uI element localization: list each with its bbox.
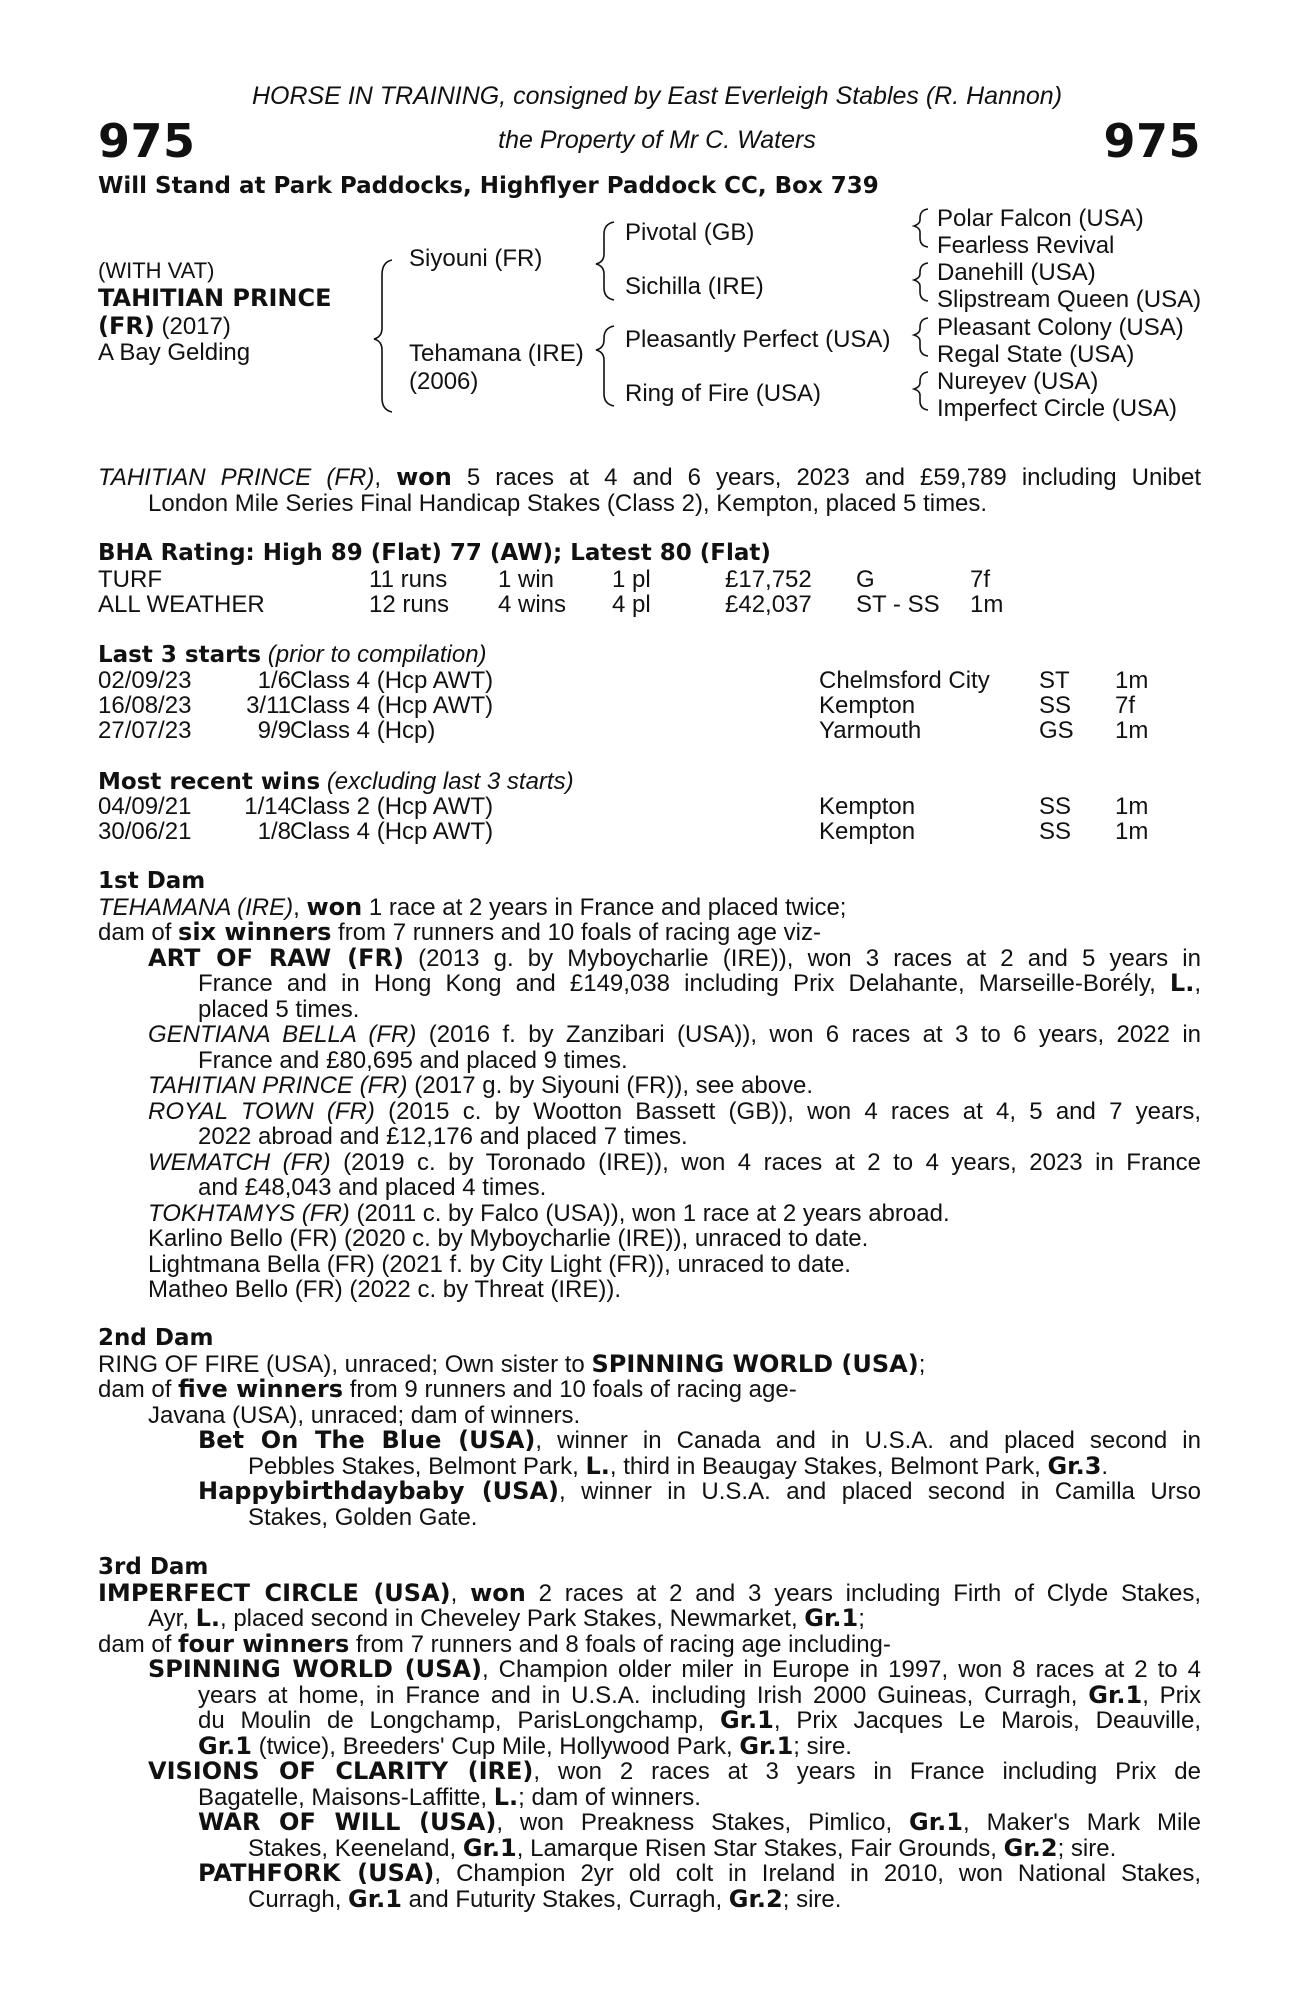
lot-number-right: 975 [1103, 114, 1201, 168]
produce-javana: Javana (USA), unraced; dam of winners. [148, 1401, 581, 1429]
summary-horse-name: TAHITIAN PRINCE (FR) [98, 464, 375, 491]
produce-bet-on-the-blue [98, 1428, 1201, 1454]
last3-subtitle: (prior to compilation) [267, 641, 487, 668]
pedigree-g3-3: Danehill (USA) [937, 259, 1096, 286]
text: from 7 runners and 8 foals of racing age including- [349, 1630, 891, 1658]
first-dam-title: 1st Dam [98, 868, 206, 894]
produce-text: , won 2 races at 3 years in France including Prix de [533, 1758, 1202, 1785]
run-going: SS [1039, 793, 1072, 820]
recent-wins-heading [98, 768, 574, 796]
pedigree-sire-sire: Pivotal (GB) [625, 219, 755, 246]
run-course: Kempton [819, 692, 916, 719]
consignor-line: HORSE IN TRAINING, consigned by East Everleigh Stables (R. Hannon) [251, 82, 1063, 110]
produce-name: GENTIANA BELLA (FR) [148, 1021, 417, 1048]
produce-karlino-bello: Karlino Bello (FR) (2020 c. by Myboycharlie (IRE)), unraced to date. [148, 1225, 869, 1252]
produce-text: Pebbles Stakes, Belmont Park, [248, 1452, 586, 1480]
run-going: SS [1039, 692, 1072, 719]
brace-g3-3 [914, 318, 928, 356]
run-distance: 7f [1115, 692, 1136, 719]
winner-count: four winners [178, 1629, 350, 1658]
summary-line-2: London Mile Series Final Handicap Stakes (Class 2), Kempton, placed 5 times. [148, 489, 988, 517]
horse-description: A Bay Gelding [98, 339, 251, 366]
produce-art-of-raw [98, 943, 1201, 972]
group-mark: Gr.1 [719, 1706, 774, 1734]
produce-name: ART OF RAW (FR) [148, 943, 404, 972]
group-mark: Gr.2 [1003, 1833, 1058, 1862]
pedigree-g3-5: Pleasant Colony (USA) [937, 314, 1184, 341]
produce-name: TAHITIAN PRINCE (FR) [148, 1072, 408, 1099]
second-dam-line-1 [98, 1349, 1201, 1378]
bha-runs: 11 runs [369, 566, 448, 593]
pedigree-g3-1: Polar Falcon (USA) [937, 205, 1144, 232]
first-dam-line-2 [98, 920, 1201, 946]
group-mark: Gr.1 [804, 1604, 859, 1632]
pedigree-dam-sire: Pleasantly Perfect (USA) [625, 326, 891, 353]
produce-royal-town [98, 1099, 1201, 1125]
pedigree-g3-8: Imperfect Circle (USA) [937, 395, 1178, 422]
text: ; [858, 1605, 865, 1632]
run-going: ST [1039, 667, 1070, 694]
pedigree-g3-2: Fearless Revival [937, 232, 1115, 259]
dam-name: TEHAMANA (IRE) [98, 893, 294, 921]
dam-record: 1 race at 2 years in France and placed twice; [362, 893, 847, 921]
dam-record: 2 races at 2 and 3 years including Firth of Clyde Stakes, [525, 1579, 1201, 1607]
produce-tokhtamys [98, 1201, 1201, 1227]
run-distance: 1m [1115, 717, 1149, 744]
produce-royal-town-cont: 2022 abroad and £12,176 and placed 7 times. [198, 1123, 688, 1150]
produce-wematch [98, 1150, 1201, 1176]
produce-text: (2015 c. by Wootton Bassett (GB)), won 4 races at 4, 5 and 7 years, [374, 1097, 1201, 1125]
run-course: Kempton [819, 818, 916, 845]
group-mark: Gr.1 [1088, 1680, 1143, 1709]
produce-art-of-raw-cont [98, 971, 1201, 997]
produce-text: Bagatelle, Maisons-Laffitte, [198, 1783, 494, 1811]
pedigree-sire-dam: Sichilla (IRE) [625, 273, 764, 300]
produce-name: SPINNING WORLD (USA) [148, 1655, 482, 1683]
produce-tahitian-prince [98, 1073, 1201, 1099]
produce-happybirthdaybaby-cont: Stakes, Golden Gate. [248, 1503, 478, 1531]
summary-line-1: TAHITIAN PRINCE (FR), won 5 races at 4 and 6 years, 2023 and £59,789 including Unibet [98, 463, 1201, 491]
group-mark: Gr.1 [909, 1808, 963, 1836]
text: Ayr, [148, 1605, 196, 1632]
horse-name: TAHITIAN PRINCE [98, 284, 332, 312]
produce-text: years at home, in France and in U.S.A. including Irish 2000 Guineas, Curragh, [198, 1681, 1089, 1709]
bha-prize: £17,752 [725, 566, 812, 593]
produce-text: , [1194, 970, 1201, 997]
summary-won: won [396, 463, 452, 491]
pedigree-dam-dam: Ring of Fire (USA) [625, 380, 822, 407]
bha-going: G [856, 566, 875, 593]
produce-text: , Prix [1142, 1681, 1202, 1709]
produce-gentiana-bella [98, 1022, 1201, 1048]
bha-going: ST - SS [856, 591, 940, 618]
last3-heading [98, 641, 487, 669]
run-course: Yarmouth [819, 717, 922, 744]
produce-text: , Champion 2yr old colt in Ireland in 2010, won National Stakes, [434, 1860, 1202, 1887]
produce-text: ; sire. [1057, 1834, 1117, 1862]
bha-surface: TURF [98, 566, 162, 593]
produce-text: Stakes, Keeneland, [248, 1834, 463, 1862]
dam-name: IMPERFECT CIRCLE (USA) [98, 1578, 451, 1607]
produce-text: , winner in U.S.A. and placed second in Camilla Urso [559, 1478, 1201, 1505]
sibling-name: SPINNING WORLD (USA) [591, 1349, 919, 1378]
brace-g3-2 [914, 263, 928, 301]
race-summary [98, 465, 1201, 516]
produce-happybirthdaybaby [98, 1479, 1201, 1505]
produce-lightmana-bella: Lightmana Bella (FR) (2021 f. by City Light (FR)), unraced to date. [148, 1250, 851, 1278]
brace-g3-4 [914, 372, 928, 410]
third-dam-section [98, 1555, 1201, 1912]
group-mark: Gr.3 [1047, 1451, 1102, 1480]
produce-matheo-bello: Matheo Bello (FR) (2022 c. by Threat (IRE)). [148, 1276, 622, 1303]
produce-war-of-will [98, 1810, 1201, 1836]
run-class: Class 2 (Hcp AWT) [290, 793, 494, 820]
text: , placed second in Cheveley Park Stakes, Newmarket, [220, 1605, 805, 1632]
listed-mark: L. [195, 1604, 220, 1632]
produce-text: , Lamarque Risen Star Stakes, Fair Grounds, [516, 1834, 1004, 1862]
won-word: won [470, 1578, 526, 1607]
produce-text: (2017 g. by Siyouni (FR)), see above. [407, 1072, 814, 1099]
bha-rating-title: BHA Rating: High 89 (Flat) 77 (AW); Latest 80 (Flat) [98, 540, 771, 566]
third-dam-line-2 [98, 1606, 1201, 1632]
produce-name: WEMATCH (FR) [148, 1148, 331, 1176]
produce-name: Happybirthdaybaby (USA) [198, 1477, 559, 1505]
pedigree-sire: Siyouni (FR) [409, 245, 543, 272]
produce-spinning-world-cont [98, 1731, 1201, 1760]
produce-text: Curragh, [248, 1885, 349, 1913]
run-distance: 1m [1115, 793, 1149, 820]
produce-text: (2013 g. by Myboycharlie (IRE)), won 3 races at 2 and 5 years in [403, 944, 1201, 972]
produce-text: , Champion older miler in Europe in 1997, won 8 races at 2 to 4 [481, 1656, 1202, 1683]
produce-name: WAR OF WILL (USA) [198, 1808, 497, 1836]
bha-distance: 7f [970, 566, 991, 593]
produce-gentiana-bella-cont: France and £80,695 and placed 9 times. [198, 1046, 628, 1074]
produce-text: , Maker's Mark Mile [962, 1809, 1201, 1836]
run-date: 02/09/23 [98, 667, 192, 694]
produce-text: , won Preakness Stakes, Pimlico, [496, 1809, 910, 1836]
property-line: the Property of Mr C. Waters [498, 126, 816, 154]
last3-title: Last 3 starts [98, 642, 262, 668]
produce-war-of-will-cont [98, 1833, 1201, 1862]
recent-wins-title: Most recent wins [98, 769, 321, 795]
produce-text: (twice), Breeders' Cup Mile, Hollywood Park, [251, 1732, 740, 1760]
run-date: 04/09/21 [98, 793, 192, 820]
produce-name: TOKHTAMYS (FR) [148, 1199, 350, 1227]
second-dam-section [98, 1326, 1201, 1530]
listed-mark: L. [493, 1782, 519, 1811]
group-mark: Gr.2 [728, 1884, 783, 1913]
listed-mark: L. [1169, 969, 1195, 997]
second-dam-line-2 [98, 1377, 1201, 1403]
listed-mark: L. [585, 1451, 610, 1480]
group-mark: Gr.1 [198, 1731, 252, 1760]
winner-count: six winners [178, 918, 332, 946]
produce-text: ; dam of winners. [518, 1783, 701, 1811]
horse-country: (FR) [98, 312, 155, 340]
stand-location: Will Stand at Park Paddocks, Highflyer Paddock CC, Box 739 [98, 173, 879, 199]
produce-text: , Prix Jacques Le Marois, Deauville, [773, 1707, 1202, 1734]
run-position: 3/11 [246, 692, 291, 719]
bha-runs: 12 runs [369, 591, 450, 618]
run-class: Class 4 (Hcp AWT) [290, 692, 494, 719]
run-position: 1/14 [244, 793, 291, 820]
produce-art-of-raw-cont: placed 5 times. [198, 995, 360, 1023]
produce-name: ROYAL TOWN (FR) [148, 1097, 375, 1125]
text: from 9 runners and 10 foals of racing age- [343, 1376, 797, 1403]
group-mark: Gr.1 [739, 1731, 794, 1760]
run-position: 1/8 [257, 818, 291, 845]
run-going: SS [1039, 818, 1072, 845]
pedigree-dam: Tehamana (IRE) [409, 340, 584, 367]
run-distance: 1m [1115, 818, 1149, 845]
bha-prize: £42,037 [725, 591, 812, 618]
third-dam-line-1: IMPERFECT CIRCLE (USA), won 2 races at 2 and 3 years including Firth of Clyde Stakes, [98, 1578, 1201, 1607]
produce-text: , winner in Canada and in U.S.A. and placed second in [535, 1427, 1201, 1454]
run-class: Class 4 (Hcp) [290, 717, 436, 744]
lot-number-left: 975 [98, 114, 196, 168]
bha-distance: 1m [970, 591, 1004, 618]
brace-sire [596, 222, 614, 300]
brace-main [374, 260, 392, 412]
produce-pathfork [98, 1861, 1201, 1887]
winner-count: five winners [178, 1375, 344, 1403]
produce-text: and Futurity Stakes, Curragh, [401, 1885, 729, 1913]
bha-placed: 1 pl [612, 566, 651, 593]
text: dam of [98, 1376, 179, 1403]
first-dam-section [98, 869, 1201, 1303]
pedigree-g3-7: Nureyev (USA) [937, 368, 1099, 395]
vat-note: (WITH VAT) [98, 258, 215, 283]
text: dam of [98, 919, 179, 946]
brace-dam [596, 326, 614, 406]
summary-text-1: 5 races at 4 and 6 years, 2023 and £59,789 including Unibet [451, 464, 1201, 491]
run-course: Chelmsford City [819, 667, 990, 694]
horse-year: (2017) [161, 313, 231, 340]
run-date: 30/06/21 [98, 818, 192, 845]
brace-g3-1 [914, 209, 928, 247]
produce-text: du Moulin de Longchamp, ParisLongchamp, [198, 1707, 720, 1734]
run-date: 27/07/23 [98, 717, 192, 744]
produce-text: (2011 c. by Falco (USA)), won 1 race at 2 years abroad. [349, 1199, 950, 1227]
produce-text: (2019 c. by Toronado (IRE)), won 4 races at 2 to 4 years, 2023 in France [330, 1148, 1201, 1176]
run-course: Kempton [819, 793, 916, 820]
won-word: won [306, 892, 363, 921]
group-mark: Gr.1 [348, 1884, 402, 1913]
pedigree-g3-6: Regal State (USA) [937, 341, 1135, 368]
run-position: 1/6 [257, 667, 291, 694]
produce-spinning-world [98, 1657, 1201, 1683]
produce-text: (2016 f. by Zanzibari (USA)), won 6 races at 3 to 6 years, 2022 in [416, 1021, 1202, 1048]
third-dam-title: 3rd Dam [98, 1554, 209, 1580]
produce-spinning-world-cont [98, 1680, 1202, 1709]
pedigree-g3-4: Slipstream Queen (USA) [937, 286, 1202, 313]
produce-name: Bet On The Blue (USA) [198, 1426, 536, 1454]
produce-bet-on-the-blue-cont [98, 1451, 1201, 1480]
produce-pathfork-cont [98, 1884, 1201, 1913]
text: RING OF FIRE (USA), unraced; Own sister to [98, 1350, 592, 1378]
bha-surface: ALL WEATHER [98, 591, 265, 618]
pedigree-dam-year: (2006) [409, 368, 479, 395]
text: dam of [98, 1630, 179, 1658]
produce-text: ; sire. [782, 1885, 842, 1913]
produce-wematch-cont: and £48,043 and placed 4 times. [198, 1174, 547, 1201]
bha-wins: 1 win [498, 566, 555, 593]
run-class: Class 4 (Hcp AWT) [290, 818, 494, 845]
run-distance: 1m [1115, 667, 1149, 694]
group-mark: Gr.1 [462, 1833, 517, 1862]
produce-text: France and in Hong Kong and £149,038 including Prix Delahante, Marseille-Borély, [198, 970, 1170, 997]
produce-text: ; sire. [793, 1732, 852, 1760]
run-position: 9/9 [257, 717, 291, 744]
produce-visions-of-clarity [98, 1759, 1201, 1785]
produce-visions-of-clarity-cont [98, 1782, 1201, 1811]
produce-text: , third in Beaugay Stakes, Belmont Park, [609, 1452, 1048, 1480]
run-going: GS [1039, 717, 1074, 744]
bha-placed: 4 pl [612, 591, 651, 618]
text: from 7 runners and 10 foals of racing age viz- [331, 919, 821, 946]
second-dam-title: 2nd Dam [98, 1325, 214, 1351]
run-class: Class 4 (Hcp AWT) [290, 667, 494, 694]
text: ; [918, 1350, 926, 1378]
recent-wins-subtitle: (excluding last 3 starts) [326, 768, 574, 795]
produce-name: PATHFORK (USA) [198, 1859, 435, 1887]
produce-spinning-world-cont [98, 1708, 1201, 1734]
first-dam-line-1: TEHAMANA (IRE), won 1 race at 2 years in France and placed twice; [98, 892, 847, 921]
run-date: 16/08/23 [98, 692, 192, 719]
produce-text: . [1101, 1452, 1109, 1480]
produce-name: VISIONS OF CLARITY (IRE) [148, 1757, 534, 1785]
third-dam-line-3 [98, 1629, 1201, 1658]
bha-wins: 4 wins [498, 591, 567, 618]
